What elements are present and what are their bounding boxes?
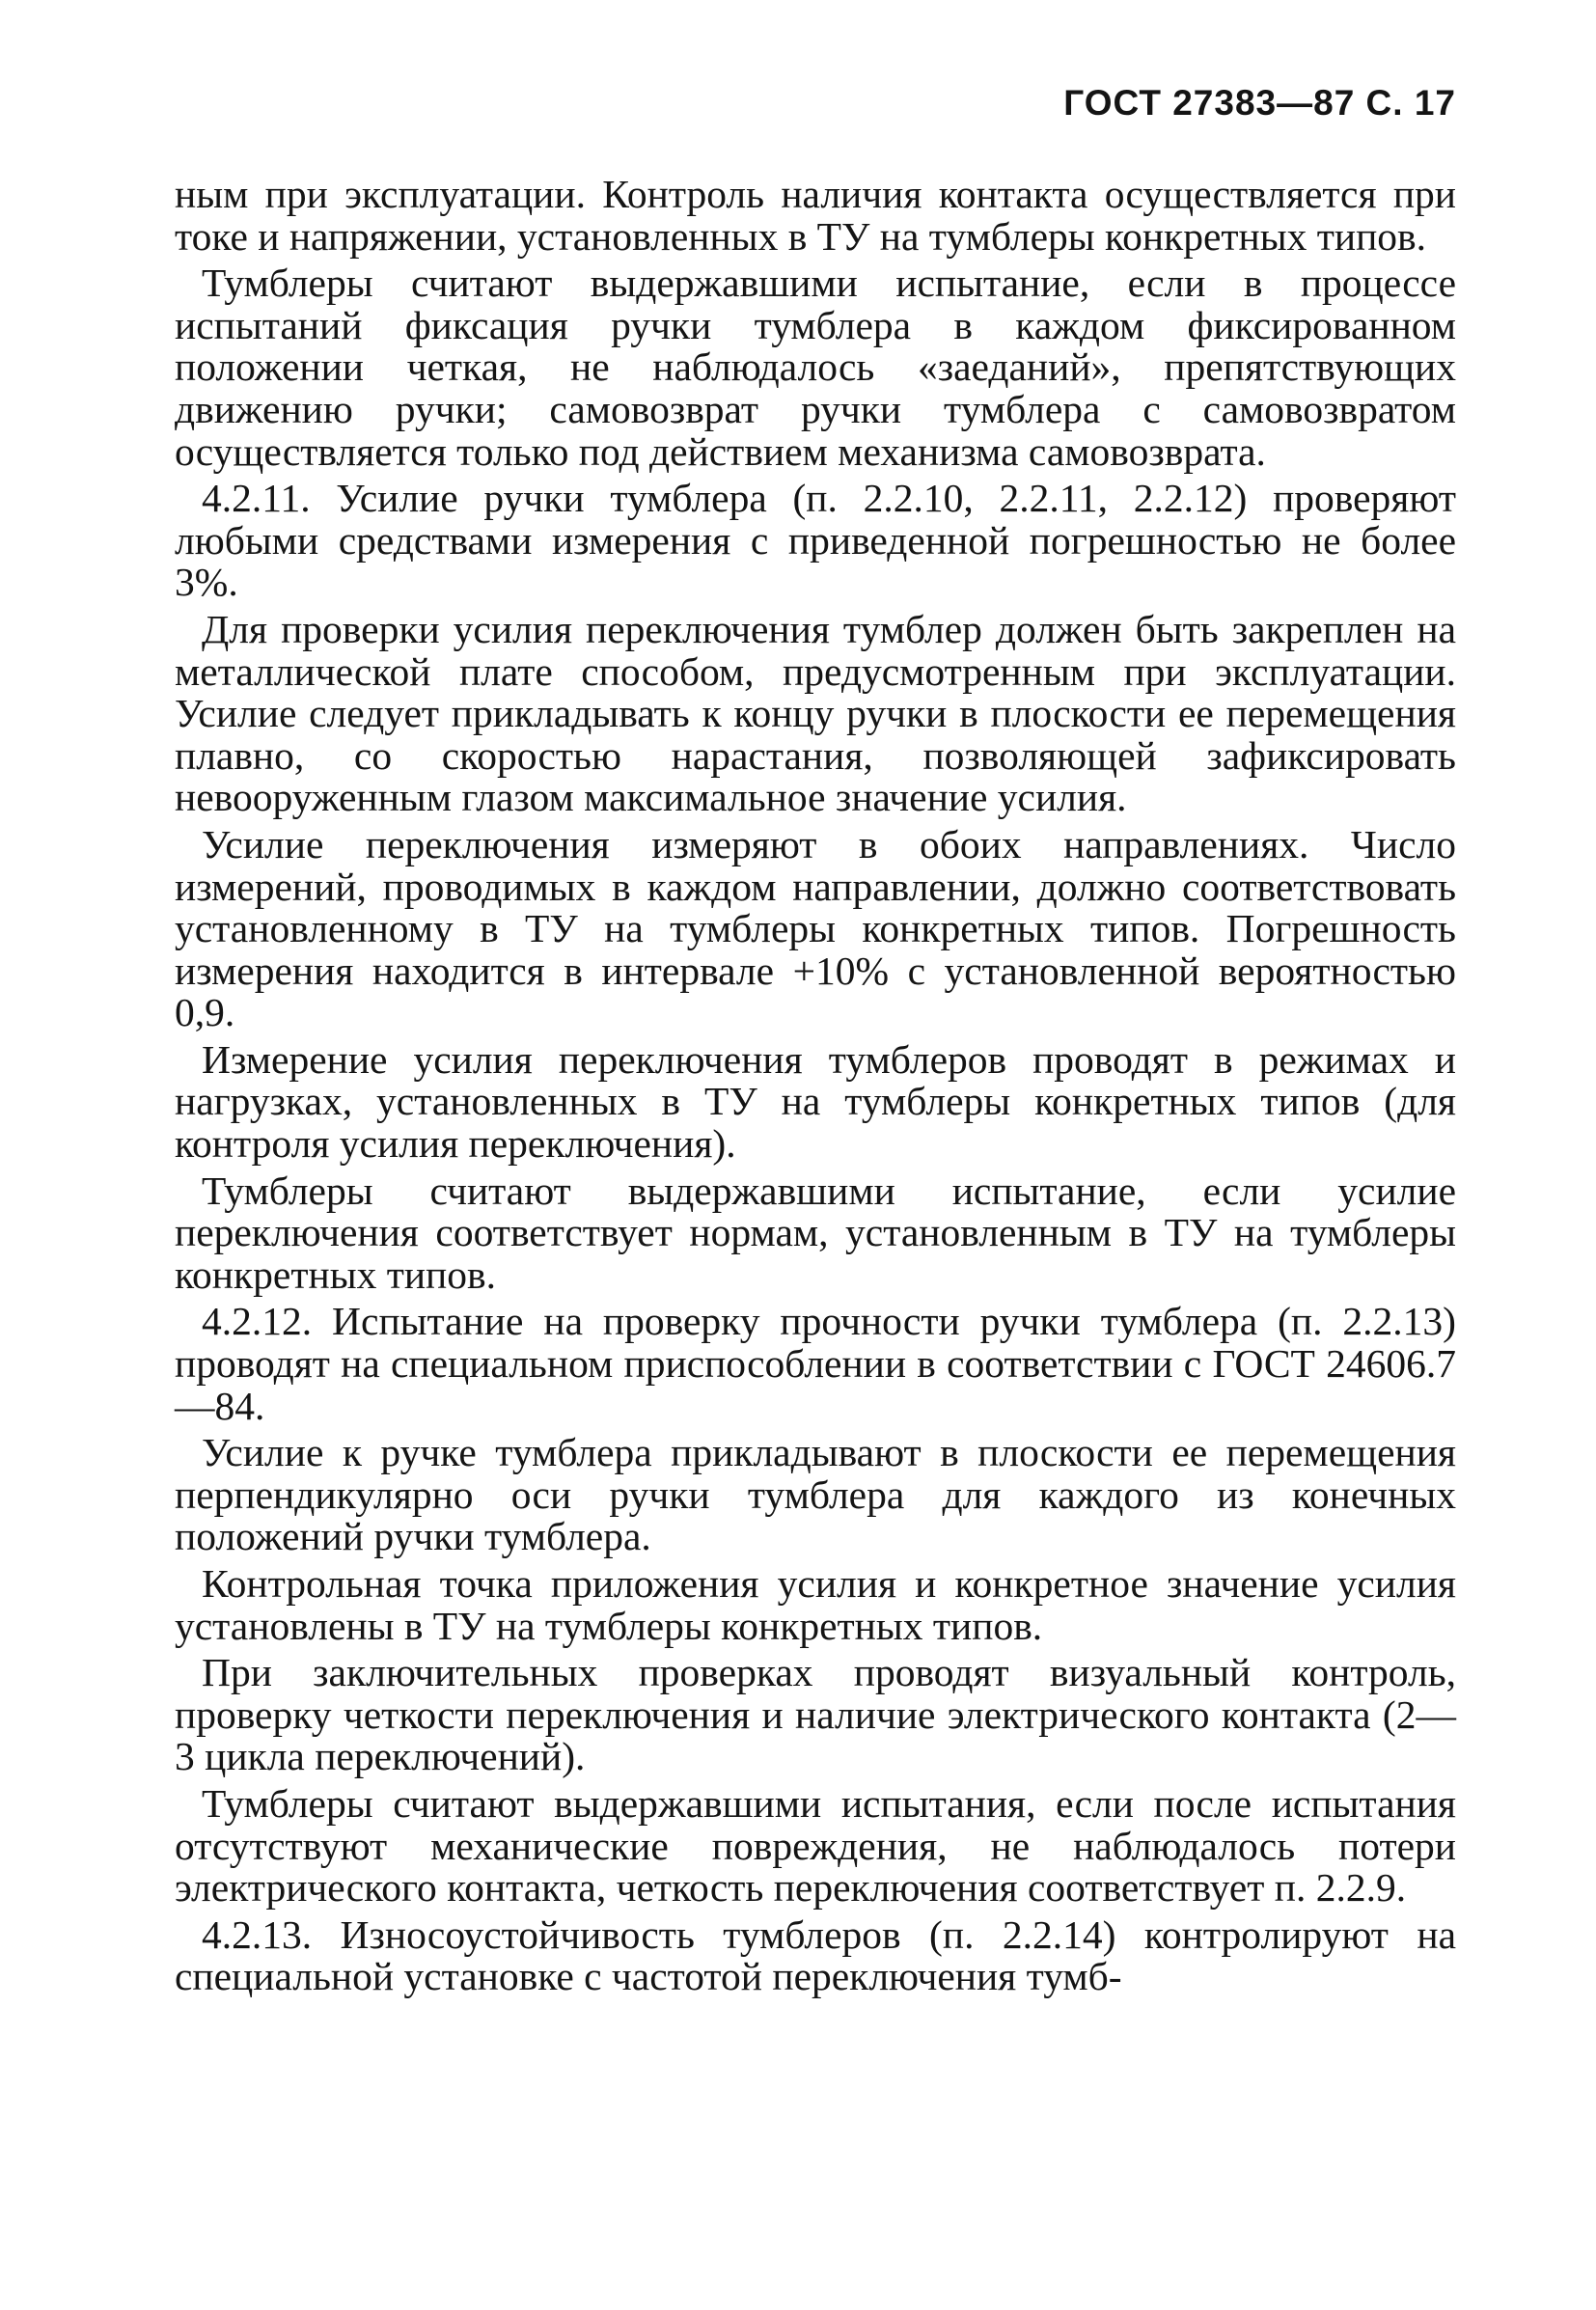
paragraph-force-measurement-directions: Усилие переключения измеряют в обоих направлениях. Число измерений, проводимых в каждом направлении, должно соответствовать установленному в ТУ на тумблеры конкретных типов. Погрешность измерения находится в интервале +10% с установленной вероятностью 0,9. bbox=[175, 821, 1456, 1035]
paragraph-force-pass-criteria: Тумблеры считают выдержавшими испытание, если усилие переключения соответствует нормам, установленным в ТУ на тумблеры конкретных типов. bbox=[175, 1168, 1456, 1297]
paragraph-4-2-11: 4.2.11. Усилие ручки тумблера (п. 2.2.10, 2.2.11, 2.2.12) проверяют любыми средствами измерения с приведенной погрешностью не более 3%. bbox=[175, 476, 1456, 605]
paragraph-final-checks: При заключительных проверках проводят визуальный контроль, проверку четкости переключения и наличие электрического контакта (2—3 цикла переключений). bbox=[175, 1650, 1456, 1779]
paragraph-pass-criteria-fixation: Тумблеры считают выдержавшими испытание, если в процессе испытаний фиксация ручки тумблера в каждом фиксированном положении четкая, не наблюдалось «заеданий», препятствующих движению ручки; самовозврат ручки тумблера с самовозвратом осуществляется только под действием механизма самовозврата. bbox=[175, 261, 1456, 474]
paragraph-force-check-method: Для проверки усилия переключения тумблер должен быть закреплен на металлической плате способом, предусмотренным при эксплуатации. Усилие следует прикладывать к концу ручки в плоскости ее перемещения плавно, со скоростью нарастания, позволяющей зафиксировать невооруженным глазом максимальное значение усилия. bbox=[175, 606, 1456, 820]
paragraph-4-2-13: 4.2.13. Износоустойчивость тумблеров (п. 2.2.14) контролируют на специальной установке с частотой переключения тумб- bbox=[175, 1911, 1456, 1999]
paragraph-continuation: ным при эксплуатации. Контроль наличия контакта осуществляется при токе и напряжении, установленных в ТУ на тумблеры конкретных типов. bbox=[175, 172, 1456, 259]
page-header: ГОСТ 27383—87 С. 17 bbox=[1063, 83, 1456, 123]
paragraph-force-application: Усилие к ручке тумблера прикладывают в плоскости ее перемещения перпендикулярно оси ручки тумблера для каждого из конечных положений ручки тумблера. bbox=[175, 1430, 1456, 1559]
paragraph-control-point: Контрольная точка приложения усилия и конкретное значение усилия установлены в ТУ на тумблеры конкретных типов. bbox=[175, 1561, 1456, 1648]
paragraph-strength-pass-criteria: Тумблеры считают выдержавшими испытания, если после испытания отсутствуют механические повреждения, не наблюдалось потери электрического контакта, четкость переключения соответствует п. 2.2.9. bbox=[175, 1780, 1456, 1911]
document-body bbox=[175, 174, 1456, 2003]
paragraph-4-2-12: 4.2.12. Испытание на проверку прочности ручки тумблера (п. 2.2.13) проводят на специальном приспособлении в соответствии с ГОСТ 24606.7—84. bbox=[175, 1299, 1456, 1428]
paragraph-force-measurement-modes: Измерение усилия переключения тумблеров проводят в режимах и нагрузках, установленных в ТУ на тумблеры конкретных типов (для контроля усилия переключения). bbox=[175, 1036, 1456, 1167]
